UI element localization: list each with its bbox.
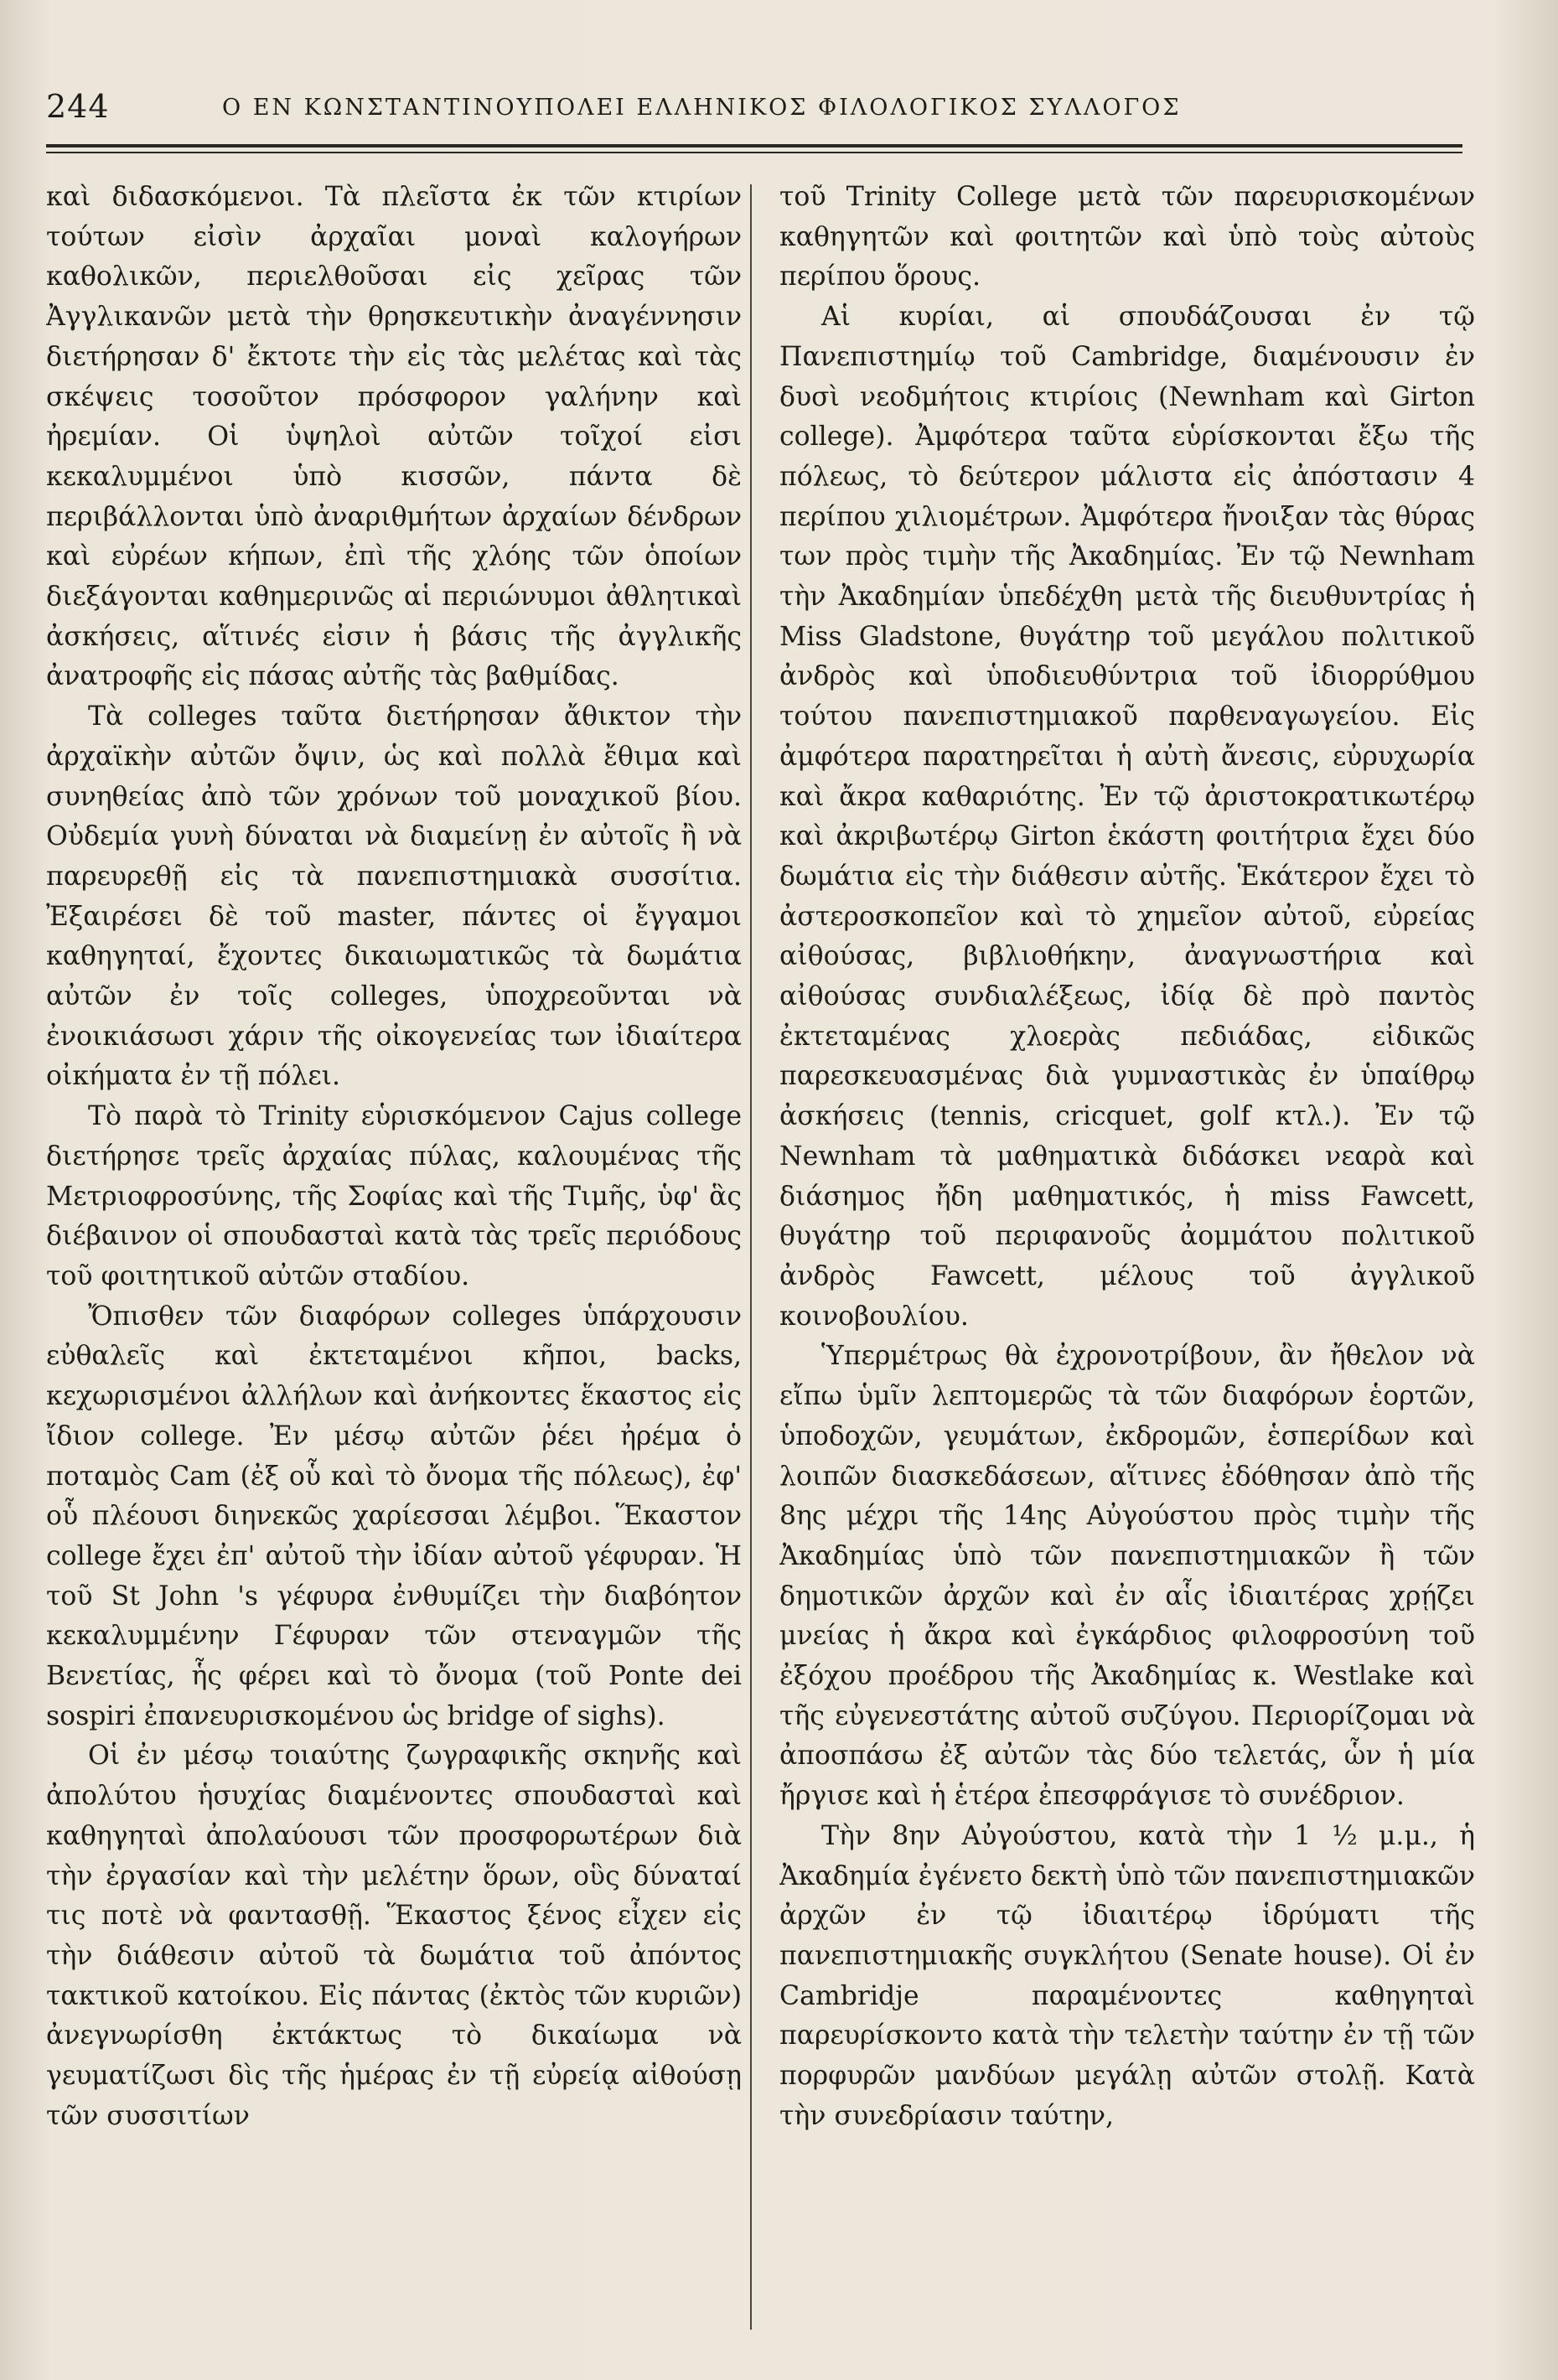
right-paragraph-3: Ὑπερμέτρως θὰ ἐχρονοτρίβουν, ἂν ἤθελον νὰ εἴπω ὑμῖν λεπτομερῶς τὰ τῶν διαφόρων ἑορτῶν, ὑποδοχῶν, γευμάτων, ἐκδρομῶν, ἑσπερίδων καὶ λοιπῶν διασκεδάσεων, αἵτινες ἐδόθησαν ἀπὸ τῆς 8ης μέχρι τῆς 14ης Αὐγούστου πρὸς τιμὴν τῆς Ἀκαδημίας ὑπὸ τῶν πανεπιστημιακῶν ἢ τῶν δημοτικῶν ἀρχῶν καὶ ἐν αἷς ἰδιαιτέρας χρῄζει μνείας ἡ ἄκρα καὶ ἐγκάρδιος φιλοφροσύνη τοῦ ἐξόχου προέδρου τῆς Ἀκαδημίας κ. Westlake καὶ τῆς εὐγενεστάτης αὐτοῦ συζύγου. Περιορίζομαι νὰ ἀποσπάσω ἐξ αὐτῶν τὰς δύο τελετάς, ὧν ἡ μία ἤργισε καὶ ἡ ἑτέρα ἐπεσφράγισε τὸ συνέδριον.	[779, 1341, 1475, 1812]
right-paragraph-4: Τὴν 8ην Αὐγούστου, κατὰ τὴν 1 ½ μ.μ., ἡ Ἀκαδημία ἐγένετο δεκτὴ ὑπὸ τῶν πανεπιστημιακῶν ἀρχῶν ἐν τῷ ἰδιαιτέρῳ ἱδρύματι τῆς πανεπιστημιακῆς συγκλήτου (Senate house). Οἱ ἐν Cambridje παραμένοντες καθηγηταὶ παρευρίσκοντο κατὰ τὴν τελετὴν ταύτην ἐν τῇ τῶν πορφυρῶν μανδύων μεγάλῃ αὐτῶν στολῇ. Κατὰ τὴν συνεδρίασιν ταύτην,	[779, 1820, 1475, 2131]
header-rule-thick	[46, 144, 1462, 147]
right-column	[779, 178, 1475, 2340]
left-paragraph-4: Ὄπισθεν τῶν διαφόρων colleges ὑπάρχουσιν εὐθαλεῖς καὶ ἐκτεταμένοι κῆποι, backs, κεχωρισμένοι ἀλλήλων καὶ ἀνήκοντες ἕκαστος εἰς ἴδιον college. Ἐν μέσῳ αὐτῶν ῥέει ἠρέμα ὁ ποταμὸς Cam (ἐξ οὗ καὶ τὸ ὄνομα τῆς πόλεως), ἐφ' οὗ πλέουσι διηνεκῶς χαρίεσσαι λέμβοι. Ἕκαστον college ἔχει ἐπ' αὐτοῦ τὴν ἰδίαν αὐτοῦ γέφυραν. Ἡ τοῦ St John 's γέφυρα ἐνθυμίζει τὴν διαβόητον κεκαλυμμένην Γέφυραν τῶν στεναγμῶν τῆς Βενετίας, ἧς φέρει καὶ τὸ ὄνομα (τοῦ Ponte dei sospiri ἐπανευρισκομένου ὡς bridge of sighs).	[46, 1301, 742, 1731]
header-rule-thin	[46, 152, 1462, 153]
column-divider	[750, 184, 752, 2330]
left-paragraph-5: Οἱ ἐν μέσῳ τοιαύτης ζωγραφικῆς σκηνῆς καὶ ἀπολύτου ἡσυχίας διαμένοντες σπουδασταὶ καὶ καθηγηταὶ ἀπολαύουσι τῶν προσφορωτέρων διὰ τὴν ἐργασίαν καὶ τὴν μελέτην ὅρων, οὓς δύναταί τις ποτὲ νὰ φαντασθῇ. Ἕκαστος ξένος εἶχεν εἰς τὴν διάθεσιν αὐτοῦ τὰ δωμάτια τοῦ ἀπόντος τακτικοῦ κατοίκου. Εἰς πάντας (ἐκτὸς τῶν κυριῶν) ἀνεγνωρίσθη ἐκτάκτως τὸ δικαίωμα νὰ γευματίζωσι δὶς τῆς ἡμέρας ἐν τῇ εὐρείᾳ αἰθούσῃ τῶν συσσιτίων	[46, 1741, 742, 2131]
running-head: Ο ΕΝ ΚΩΝΣΤΑΝΤΙΝΟΥΠΟΛΕΙ ΕΛΛΗΝΙΚΟΣ ΦΙΛΟΛΟΓΙΚΟΣ ΣΥΛΛΟΓΟΣ	[222, 95, 1182, 121]
page-header	[46, 88, 1462, 138]
page-number: 244	[46, 88, 110, 125]
left-column	[46, 178, 742, 2340]
left-paragraph-2: Τὰ colleges ταῦτα διετήρησαν ἄθικτον τὴν ἀρχαϊκὴν αὐτῶν ὄψιν, ὡς καὶ πολλὰ ἔθιμα καὶ συνηθείας ἀπὸ τῶν χρόνων τοῦ μοναχικοῦ βίου. Οὐδεμία γυνὴ δύναται νὰ διαμείνῃ ἐν αὐτοῖς ἢ νὰ παρευρεθῇ εἰς τὰ πανεπιστημιακὰ συσσίτια. Ἐξαιρέσει δὲ τοῦ master, πάντες οἱ ἔγγαμοι καθηγηταί, ἔχοντες δικαιωματικῶς τὰ δωμάτια αὐτῶν ἐν τοῖς colleges, ὑποχρεοῦνται νὰ ἐνοικιάσωσι χάριν τῆς οἰκογενείας των ἰδιαίτερα οἰκήματα ἐν τῇ πόλει.	[46, 701, 742, 1092]
right-paragraph-2: Αἱ κυρίαι, αἱ σπουδάζουσαι ἐν τῷ Πανεπιστημίῳ τοῦ Cambridge, διαμένουσιν ἐν δυσὶ νεοδμήτοις κτιρίοις (Newnham καὶ Girton college). Ἀμφότερα ταῦτα εὑρίσκονται ἔξω τῆς πόλεως, τὸ δεύτερον μάλιστα εἰς ἀπόστασιν 4 περίπου χιλιομέτρων. Ἀμφότερα ἤνοιξαν τὰς θύρας των πρὸς τιμὴν τῆς Ἀκαδημίας. Ἐν τῷ Newnham τὴν Ἀκαδημίαν ὑπεδέχθη μετὰ τῆς διευθυντρίας ἡ Miss Gladstone, θυγάτηρ τοῦ μεγάλου πολιτικοῦ ἀνδρὸς καὶ ὑποδιευθύντρια τοῦ ἰδιορρύθμου τούτου πανεπιστημιακοῦ παρθεναγωγείου. Εἰς ἀμφότερα παρατηρεῖται ἡ αὐτὴ ἄνεσις, εὐρυχωρία καὶ ἄκρα καθαριότης. Ἐν τῷ ἀριστοκρατικωτέρῳ καὶ ἀκριβωτέρῳ Girton ἑκάστη φοιτήτρια ἔχει δύο δωμάτια εἰς τὴν διάθεσιν αὐτῆς. Ἑκάτερον ἔχει τὸ ἀστεροσκοπεῖον καὶ τὸ χημεῖον αὐτοῦ, εὐρείας αἰθούσας, βιβλιοθήκην, ἀναγνωστήρια καὶ αἰθούσας συνδιαλέξεως, ἰδίᾳ δὲ πρὸ παντὸς ἐκτεταμένας χλοερὰς πεδιάδας, εἰδικῶς παρεσκευασμένας διὰ γυμναστικὰς ἐν ὑπαίθρῳ ἀσκήσεις (tennis, cricquet, golf κτλ.). Ἐν τῷ Newnham τὰ μαθηματικὰ διδάσκει νεαρὰ καὶ διάσημος ἤδη μαθηματικός, ἡ miss Fawcett, θυγάτηρ τοῦ περιφανοῦς ἀομμάτου πολιτικοῦ ἀνδρὸς Fawcett, μέλους τοῦ ἀγγλικοῦ κοινοβουλίου.	[779, 302, 1475, 1332]
right-paragraph-1: τοῦ Trinity College μετὰ τῶν παρευρισκομένων καθηγητῶν καὶ φοιτητῶν καὶ ὑπὸ τοὺς αὐτοὺς περίπου ὅρους.	[779, 182, 1475, 292]
left-paragraph-1: καὶ διδασκόμενοι. Τὰ πλεῖστα ἐκ τῶν κτιρίων τούτων εἰσὶν ἀρχαῖαι μοναὶ καλογήρων καθολικῶν, περιελθοῦσαι εἰς χεῖρας τῶν Ἀγγλικανῶν μετὰ τὴν θρησκευτικὴν ἀναγέννησιν διετήρησαν δ' ἔκτοτε τὴν εἰς τὰς μελέτας καὶ τὰς σκέψεις τοσοῦτον πρόσφορον γαλήνην καὶ ἠρεμίαν. Οἱ ὑψηλοὶ αὐτῶν τοῖχοί εἰσι κεκαλυμμένοι ὑπὸ κισσῶν, πάντα δὲ περιβάλλονται ὑπὸ ἀναριθμήτων ἀρχαίων δένδρων καὶ εὐρέων κήπων, ἐπὶ τῆς χλόης τῶν ὁποίων διεξάγονται καθημερινῶς αἱ περιώνυμοι ἀθλητικαὶ ἀσκήσεις, αἵτινές εἰσιν ἡ βάσις τῆς ἀγγλικῆς ἀνατροφῆς εἰς πάσας αὐτῆς τὰς βαθμίδας.	[46, 182, 742, 692]
left-paragraph-3: Τὸ παρὰ τὸ Trinity εὑρισκόμενον Cajus college διετήρησε τρεῖς ἀρχαίας πύλας, καλουμένας τῆς Μετριοφροσύνης, τῆς Σοφίας καὶ τῆς Τιμῆς, ὑφ' ἃς διέβαινον οἱ σπουδασταὶ κατὰ τὰς τρεῖς περιόδους τοῦ φοιτητικοῦ αὐτῶν σταδίου.	[46, 1101, 742, 1291]
